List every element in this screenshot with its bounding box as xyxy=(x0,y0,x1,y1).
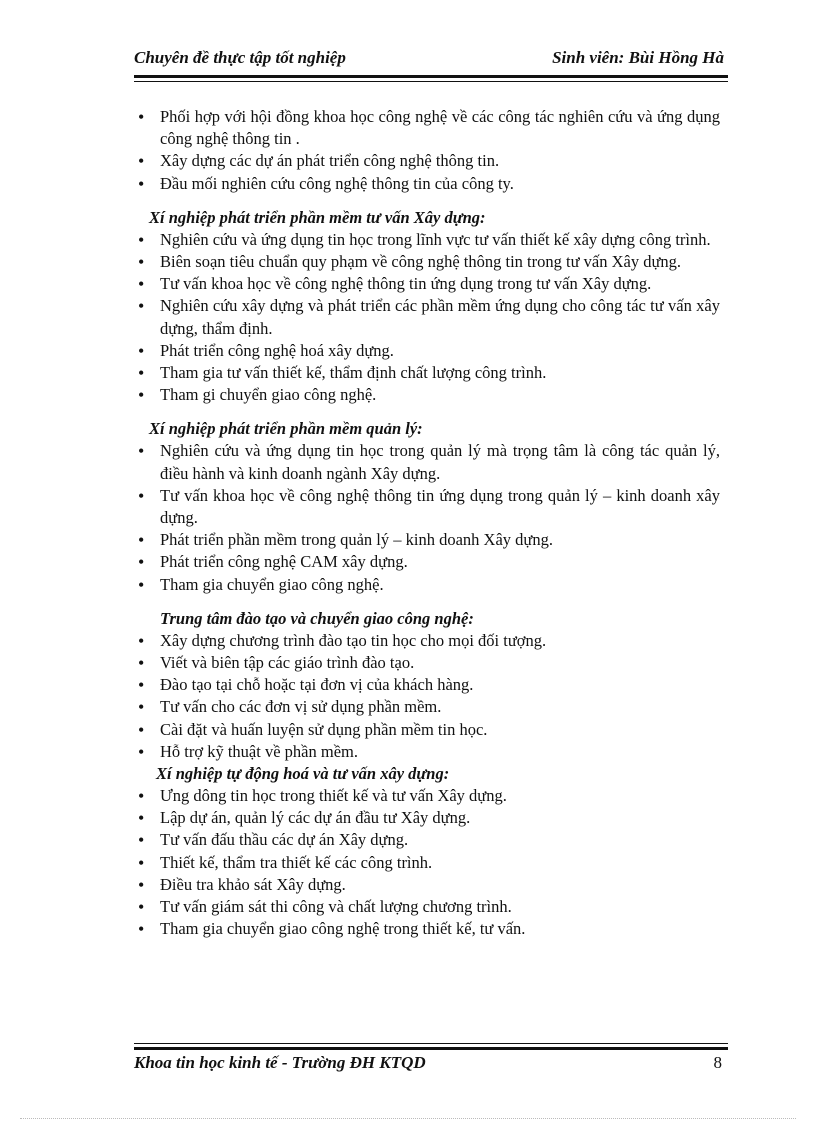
section-list xyxy=(134,630,720,763)
page-edge-divider xyxy=(20,1118,796,1119)
list-item: • Đầu mối nghiên cứu công nghệ thông tin của công ty. xyxy=(134,173,720,195)
list-item: • Tư vấn giám sát thi công và chất lượng chương trình. xyxy=(134,896,720,918)
list-item: • Xây dựng chương trình đào tạo tin học cho mọi đối tượng. xyxy=(134,630,720,652)
section-automation xyxy=(134,763,720,940)
list-item: • Điều tra khảo sát Xây dựng. xyxy=(134,874,720,896)
list-item: • Hỗ trợ kỹ thuật về phần mềm. xyxy=(134,741,720,763)
section-title: Xí nghiệp phát triển phần mềm tư vấn Xây dựng: xyxy=(149,207,486,227)
list-item: • Tham gia chuyển giao công nghệ. xyxy=(134,574,720,596)
section-software-consulting xyxy=(134,207,720,407)
list-item: • Tư vấn khoa học về công nghệ thông tin ứng dụng trong quản lý – kinh doanh xây dựng. xyxy=(134,485,720,529)
section-list xyxy=(134,229,720,407)
list-item: • Nghiên cứu và ứng dụng tin học trong lĩnh vực tư vấn thiết kế xây dựng công trình. xyxy=(134,229,720,251)
list-item: • Phát triển công nghệ CAM xây dựng. xyxy=(134,551,720,573)
footer-faculty: Khoa tin học kinh tế - Trường ĐH KTQD xyxy=(134,1053,426,1072)
header-author: Sinh viên: Bùi Hồng Hà xyxy=(552,48,724,67)
list-item: • Biên soạn tiêu chuẩn quy phạm về công nghệ thông tin trong tư vấn Xây dựng. xyxy=(134,251,720,273)
list-item: • Tham gi chuyển giao công nghệ. xyxy=(134,384,720,406)
list-item: • Cài đặt và huấn luyện sử dụng phần mềm tin học. xyxy=(134,719,720,741)
header-rule xyxy=(134,75,728,82)
section-list xyxy=(134,785,720,940)
list-item: • Tư vấn cho các đơn vị sử dụng phần mềm. xyxy=(134,696,720,718)
list-item: • Tham gia chuyển giao công nghệ trong thiết kế, tư vấn. xyxy=(134,918,720,940)
section-management-software xyxy=(134,418,720,595)
section-title: Xí nghiệp tự động hoá và tư vấn xây dựng: xyxy=(156,764,450,784)
section-title: Trung tâm đào tạo và chuyển giao công nghệ: xyxy=(160,608,474,628)
section-training-center xyxy=(134,608,720,763)
footer-rule xyxy=(134,1043,728,1050)
list-item: • Lập dự án, quản lý các dự án đầu tư Xây dựng. xyxy=(134,807,720,829)
section-list xyxy=(134,440,720,595)
list-item: • Viết và biên tập các giáo trình đào tạo. xyxy=(134,652,720,674)
page-content xyxy=(134,106,720,941)
list-item: • Phát triển phần mềm trong quản lý – kinh doanh Xây dựng. xyxy=(134,529,720,551)
section-title: Xí nghiệp phát triển phần mềm quản lý: xyxy=(149,419,423,439)
page-header xyxy=(134,48,728,72)
list-item: • Phối hợp với hội đồng khoa học công nghệ về các công tác nghiên cứu và ứng dụng công nghệ thông tin . xyxy=(134,106,720,150)
list-item: • Xây dựng các dự án phát triển công nghệ thông tin. xyxy=(134,150,720,172)
page-number: 8 xyxy=(713,1053,722,1072)
list-item: • Ưng dông tin học trong thiết kế và tư vấn Xây dựng. xyxy=(134,785,720,807)
list-item: • Tham gia tư vấn thiết kế, thẩm định chất lượng công trình. xyxy=(134,362,720,384)
list-item: • Thiết kế, thẩm tra thiết kế các công trình. xyxy=(134,852,720,874)
list-item: • Nghiên cứu xây dựng và phát triển các phần mềm ứng dụng cho công tác tư vấn xây dựng, thẩm định. xyxy=(134,295,720,339)
list-item: • Tư vấn khoa học về công nghệ thông tin ứng dụng trong tư vấn Xây dựng. xyxy=(134,273,720,295)
list-item: • Nghiên cứu và ứng dụng tin học trong quản lý mà trọng tâm là công tác quản lý, điều hành và kinh doanh ngành Xây dựng. xyxy=(134,440,720,484)
intro-list xyxy=(134,106,720,195)
list-item: • Phát triển công nghệ hoá xây dựng. xyxy=(134,340,720,362)
list-item: • Tư vấn đấu thầu các dự án Xây dựng. xyxy=(134,829,720,851)
page-footer xyxy=(134,1053,728,1077)
header-title: Chuyên đề thực tập tốt nghiệp xyxy=(134,48,346,67)
list-item: • Đào tạo tại chỗ hoặc tại đơn vị của khách hàng. xyxy=(134,674,720,696)
